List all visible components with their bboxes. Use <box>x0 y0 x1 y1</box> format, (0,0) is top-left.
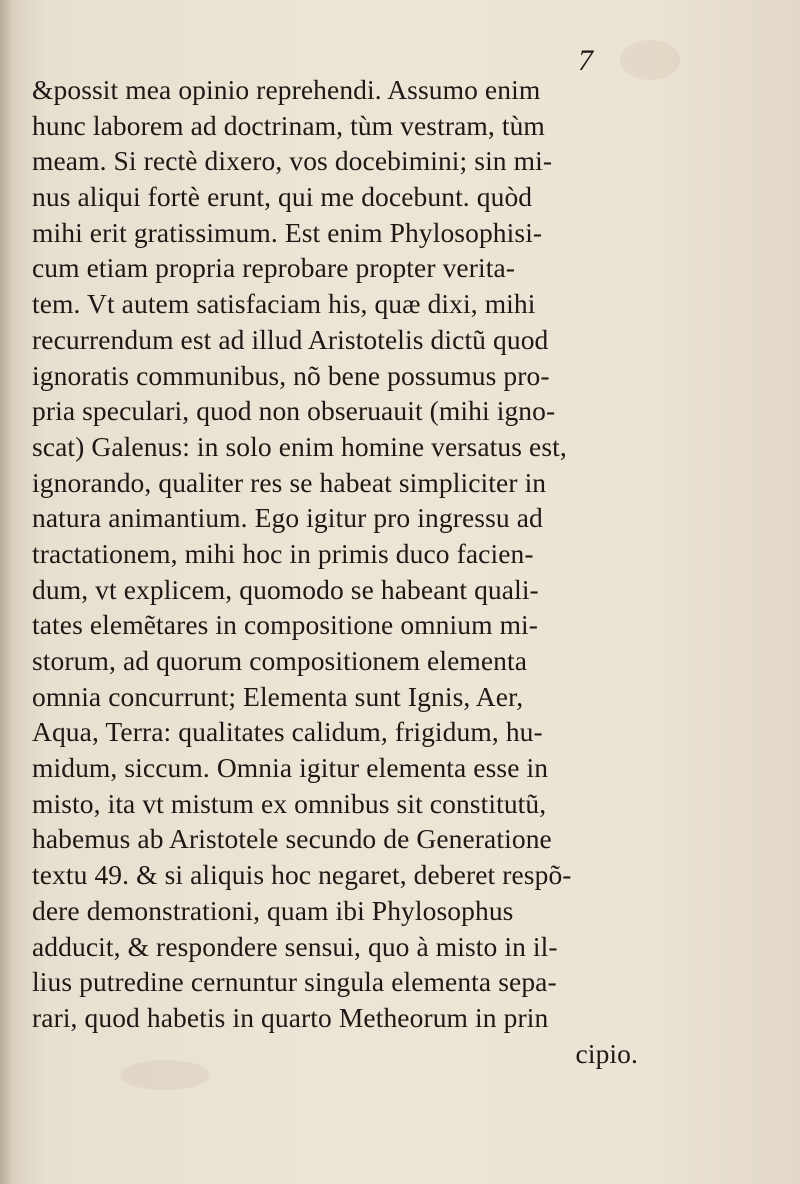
text-line: meam. Si rectè dixero, vos docebimini; sin mi- <box>32 145 553 177</box>
page-number: 7 <box>578 44 593 77</box>
text-line: scat) Galenus: in solo enim homine versatus est, <box>32 430 567 462</box>
text-line: Aqua, Terra: qualitates calidum, frigidum, hu- <box>32 716 543 748</box>
text-line: &possit mea opinio reprehendi. Assumo enim <box>32 74 541 105</box>
text-line: storum, ad quorum compositionem elementa <box>32 645 528 676</box>
text-line: natura animantium. Ego igitur pro ingressu ad <box>32 502 543 534</box>
text-line: ignoratis communibus, nõ bene possumus pro- <box>32 359 550 391</box>
text-line: misto, ita vt mistum ex omnibus sit constitutũ, <box>32 787 547 819</box>
text-line: habemus ab Aristotele secundo de Generatione <box>32 823 552 855</box>
text-line: ignorando, qualiter res se habeat simpliciter in <box>32 466 547 498</box>
text-line: tates elemẽtares in compositione omnium mi- <box>32 609 539 641</box>
text-line: hunc laborem ad doctrinam, tùm vestram, tùm <box>32 109 545 141</box>
text-line: nus aliqui fortè erunt, qui me docebunt. quòd <box>32 181 533 213</box>
catchword: cipio. <box>575 1037 638 1069</box>
text-line: pria speculari, quod non obseruauit (mihi igno- <box>32 395 556 427</box>
text-line: tractationem, mihi hoc in primis duco facien- <box>32 537 534 569</box>
gutter-shadow <box>0 0 22 1184</box>
text-line: rari, quod habetis in quarto Metheorum in prin <box>32 1001 549 1033</box>
text-line: tem. Vt autem satisfaciam his, quæ dixi, mihi <box>32 288 536 320</box>
text-line: mihi erit gratissimum. Est enim Phylosophisi- <box>32 216 543 248</box>
text-line: dum, vt explicem, quomodo se habeant quali- <box>32 573 539 605</box>
body-text <box>32 72 652 1071</box>
text-line: textu 49. & si aliquis hoc negaret, deberet respõ- <box>32 859 572 891</box>
text-line: cum etiam propria reprobare propter verita- <box>32 252 516 284</box>
text-line: midum, siccum. Omnia igitur elementa esse in <box>32 752 549 784</box>
text-line: lius putredine cernuntur singula elementa sepa- <box>32 966 557 998</box>
text-line: dere demonstrationi, quam ibi Phylosophus <box>32 894 514 926</box>
text-line: recurrendum est ad illud Aristotelis dictũ quod <box>32 323 549 355</box>
text-line: adducit, & respondere sensui, quo à misto in il- <box>32 930 558 962</box>
text-line: omnia concurrunt; Elementa sunt Ignis, Aer, <box>32 680 524 712</box>
